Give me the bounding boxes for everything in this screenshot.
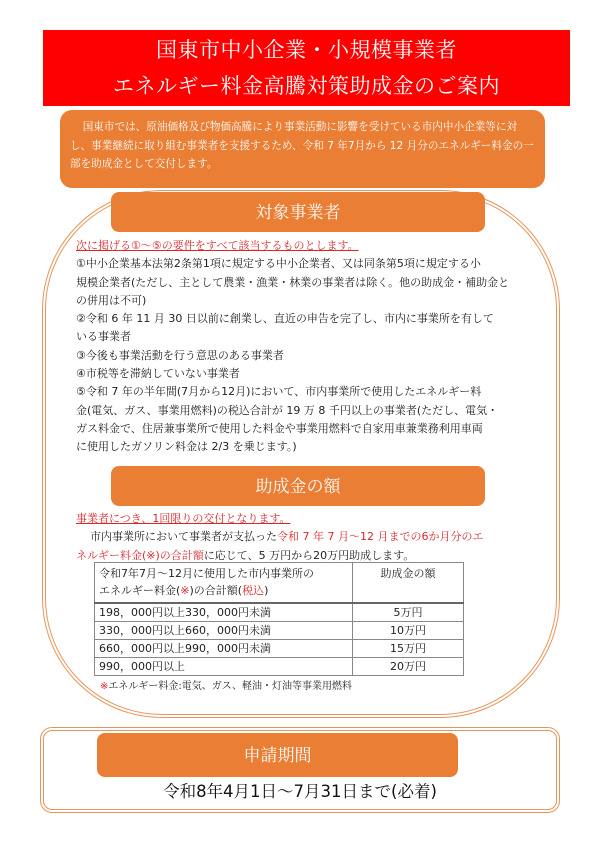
title-line-2: エネルギー料金高騰対策助成金のご案内: [113, 74, 500, 98]
requirement-line: ④市税等を滞納していない事業者: [76, 367, 240, 381]
grant-desc-line-1: [76, 528, 546, 546]
grant-desc-highlight: ネルギー料金(※)の合計額: [76, 548, 204, 562]
intro-box: [60, 110, 545, 188]
table-cell-amount: 15万円: [353, 640, 464, 658]
requirement-line: ガス料金で、住居兼事業所で使用した料金や事業用燃料で自家用車兼業務利用車両: [76, 421, 483, 435]
grant-amount-header: 助成金の額: [111, 466, 485, 506]
table-cell-range: 198，000円以上330，000円未満: [95, 603, 353, 622]
application-period-header: 申請期間: [97, 733, 458, 777]
requirement-line: ⑤令和 7 年の半年間(7月から12月)において、市内事業所で使用したエネルギー料: [76, 385, 482, 399]
requirement-line: 規模企業者(ただし、主として農業・漁業・林業の事業者は除く。他の助成金・補助金と: [76, 275, 510, 289]
eligibility-header: 対象事業者: [111, 192, 485, 232]
table-cell-amount: 20万円: [353, 658, 464, 676]
title-line-1: 国東市中小企業・小規模事業者: [156, 38, 457, 62]
table-cell-range: 660，000円以上990，000円未満: [95, 640, 353, 658]
requirement-line: ①中小企業基本法第2条第1項に規定する中小企業者、又は同条第5項に規定する小: [76, 257, 481, 271]
grant-amount-lead: 事業者につき、1回限りの交付となります。: [76, 512, 291, 525]
intro-text: 国東市では、原油価格及び物価高騰により事業活動に影響を受けている市内中小企業等に対し、事業継続に取り組む事業者を支援するため、令和 7 年7月から 12 月分のエネルギー料金の一部を助成金として交付します。: [70, 121, 534, 170]
requirement-line: に使用したガソリン料金は 2/3 を乗じます。): [76, 440, 297, 454]
requirement-line: の併用は不可): [76, 293, 147, 307]
requirement-line: いる事業者: [76, 330, 131, 344]
header-text: 令和7年7月～12月に使用した市内事業所の: [99, 567, 314, 580]
energy-footnote: [100, 677, 352, 692]
note-mark: ※: [100, 681, 109, 692]
table-cell-amount: 10万円: [353, 622, 464, 640]
header-text: )の合計額(: [189, 584, 243, 597]
table-row: [95, 622, 464, 640]
table-header-usage: [95, 563, 353, 604]
grant-amount-table: [94, 562, 464, 676]
header-text: ): [264, 584, 269, 597]
table-row: [95, 658, 464, 676]
grant-desc-text: 市内事業所において事業者が支払った: [90, 530, 277, 544]
table-row: [95, 640, 464, 658]
requirement-line: ③今後も事業活動を行う意思のある事業者: [76, 348, 284, 362]
footnote-text: エネルギー料金:電気、ガス、軽油・灯油等事業用燃料: [108, 681, 353, 692]
application-period-date: 令和8年4月1日～7月31日まで(必着): [163, 782, 437, 801]
table-cell-range: 990，000円以上: [95, 658, 353, 676]
table-header-amount: 助成金の額: [353, 563, 464, 604]
grant-desc-text: に応じて、5 万円から20万円助成します。: [203, 548, 415, 562]
grant-desc-highlight: 令和 7 年 7 月～12 月までの6か月分のエ: [277, 530, 484, 544]
tax-included-label: 税込: [242, 584, 265, 597]
grant-amount-description: [76, 510, 546, 565]
eligibility-lead: 次に掲げる①～⑤の要件をすべて該当するものとします。: [76, 239, 359, 252]
table-cell-amount: 5万円: [353, 603, 464, 622]
table-row: [95, 603, 464, 622]
title-banner: [43, 30, 570, 106]
header-text-line-2: [99, 582, 348, 599]
note-mark: ※: [180, 584, 190, 597]
table-cell-range: 330，000円以上660，000円未満: [95, 622, 353, 640]
header-text: エネルギー料金(: [99, 584, 181, 597]
requirement-line: 金(電気、ガス、事業用燃料)の税込合計が 19 万 8 千円以上の事業者(ただし、電気・: [76, 403, 499, 417]
table-header-row: [95, 563, 464, 604]
requirement-line: ②令和 6 年 11 月 30 日以前に創業し、直近の申告を完了し、市内に事業所を有して: [76, 312, 494, 326]
eligibility-requirements: [76, 237, 536, 457]
